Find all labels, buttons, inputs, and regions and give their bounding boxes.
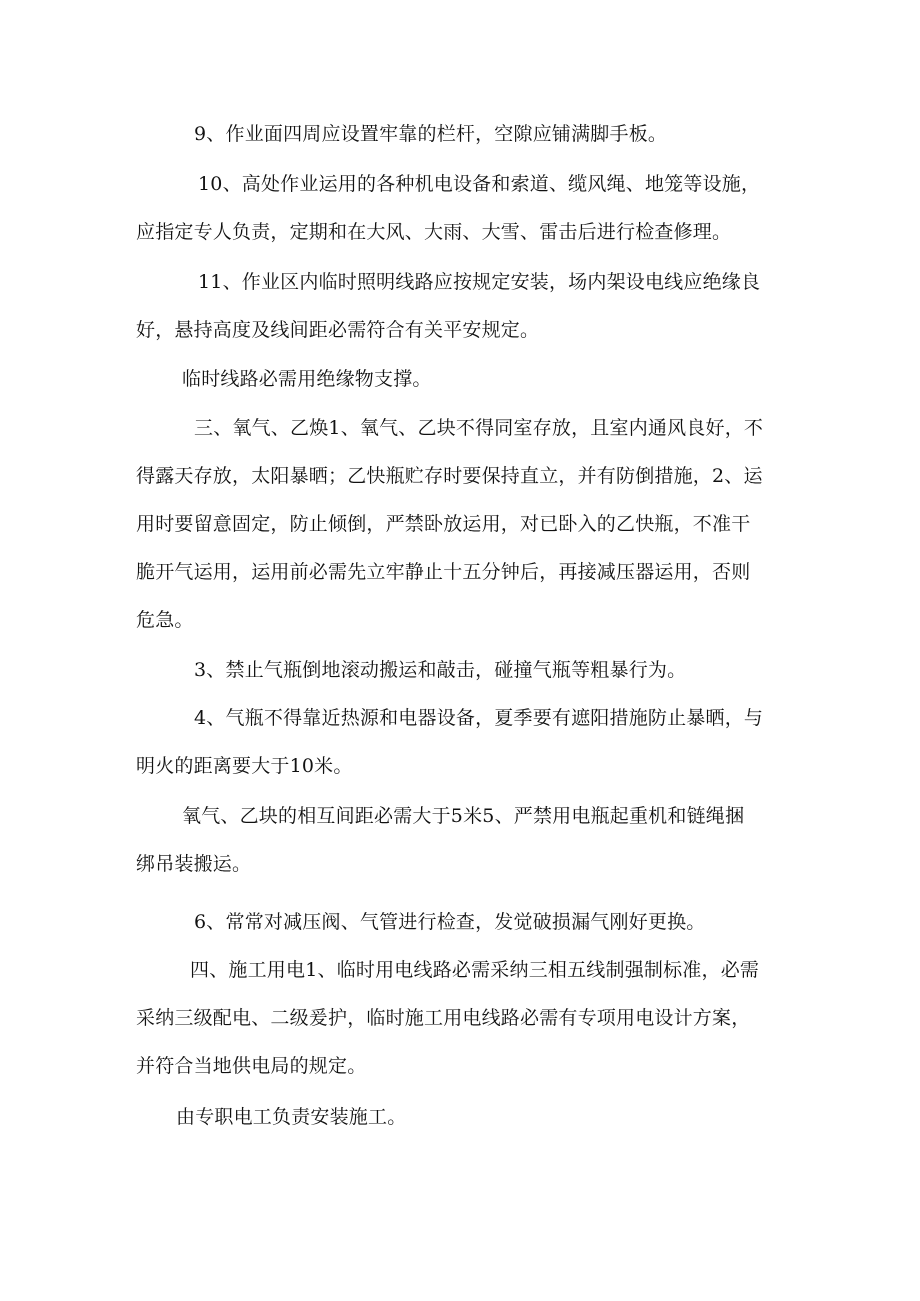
- section-four-construction-power: [136, 946, 788, 1090]
- section-three-oxygen-acetylene: [136, 404, 788, 644]
- paragraph-line: 并符合当地供电局的规定。: [136, 1055, 367, 1077]
- paragraph-line: 10、高处作业运用的各种机电设备和索道、缆风绳、地笼等设施，: [198, 173, 761, 195]
- paragraph-line: 11、作业区内临时照明线路应按规定安装，场内架设电线应绝缘良: [198, 271, 761, 293]
- paragraph-line: 应指定专人负责，定期和在大风、大雨、大雪、雷击后进行检查修理。: [136, 221, 732, 243]
- paragraph-electrician: [176, 1093, 788, 1141]
- paragraph-line: 得露天存放，太阳暴晒；乙快瓶贮存时要保持直立，并有防倒措施，2、运: [136, 465, 763, 487]
- paragraph-line: 采纳三级配电、二级爰护，临时施工用电线路必需有专项用电设计方案，: [136, 1007, 751, 1029]
- paragraph-item-10: [136, 160, 788, 256]
- paragraph-line: 3、禁止气瓶倒地滚动搬运和敲击，碰撞气瓶等粗暴行为。: [194, 659, 687, 681]
- paragraph-line: 6、常常对减压阀、气管进行检查，发觉破损漏气刚好更换。: [194, 911, 706, 933]
- paragraph-line: 脆开气运用，运用前必需先立牢静止十五分钟后，再接减压器运用，否则: [136, 561, 751, 583]
- paragraph-item-3: [194, 646, 806, 694]
- paragraph-line: 9、作业面四周应设置牢靠的栏杆，空隙应铺满脚手板。: [194, 123, 668, 145]
- paragraph-line: 氧气、乙块的相互间距必需大于5米5、严禁用电瓶起重机和链绳捆: [182, 805, 745, 827]
- paragraph-oxygen-spacing: [136, 792, 788, 888]
- paragraph-line: 由专职电工负责安装施工。: [176, 1106, 407, 1128]
- paragraph-line: 四、施工用电1、临时用电线路必需采纳三相五线制强制标准，必需: [190, 959, 760, 981]
- paragraph-item-9: [194, 110, 806, 158]
- paragraph-item-4: [136, 694, 788, 790]
- paragraph-line: 危急。: [136, 609, 194, 631]
- paragraph-line: 4、气瓶不得靠近热源和电器设备，夏季要有遮阳措施防止暴晒，与: [194, 707, 764, 729]
- paragraph-line: 绑吊装搬运。: [136, 853, 252, 875]
- paragraph-line: 明火的距离要大于10米。: [136, 755, 353, 777]
- paragraph-temporary-lines: [182, 355, 794, 403]
- paragraph-line: 用时要留意固定，防止倾倒，严禁卧放运用，对已卧入的乙快瓶，不准干: [136, 513, 751, 535]
- paragraph-item-6: [194, 898, 806, 946]
- paragraph-item-11: [136, 258, 788, 354]
- paragraph-line: 三、氧气、乙焕1、氧气、乙块不得同室存放，且室内通风良好，不: [194, 417, 764, 439]
- paragraph-line: 临时线路必需用绝缘物支撑。: [182, 368, 432, 390]
- paragraph-line: 好，悬持高度及线间距必需符合有关平安规定。: [136, 319, 540, 341]
